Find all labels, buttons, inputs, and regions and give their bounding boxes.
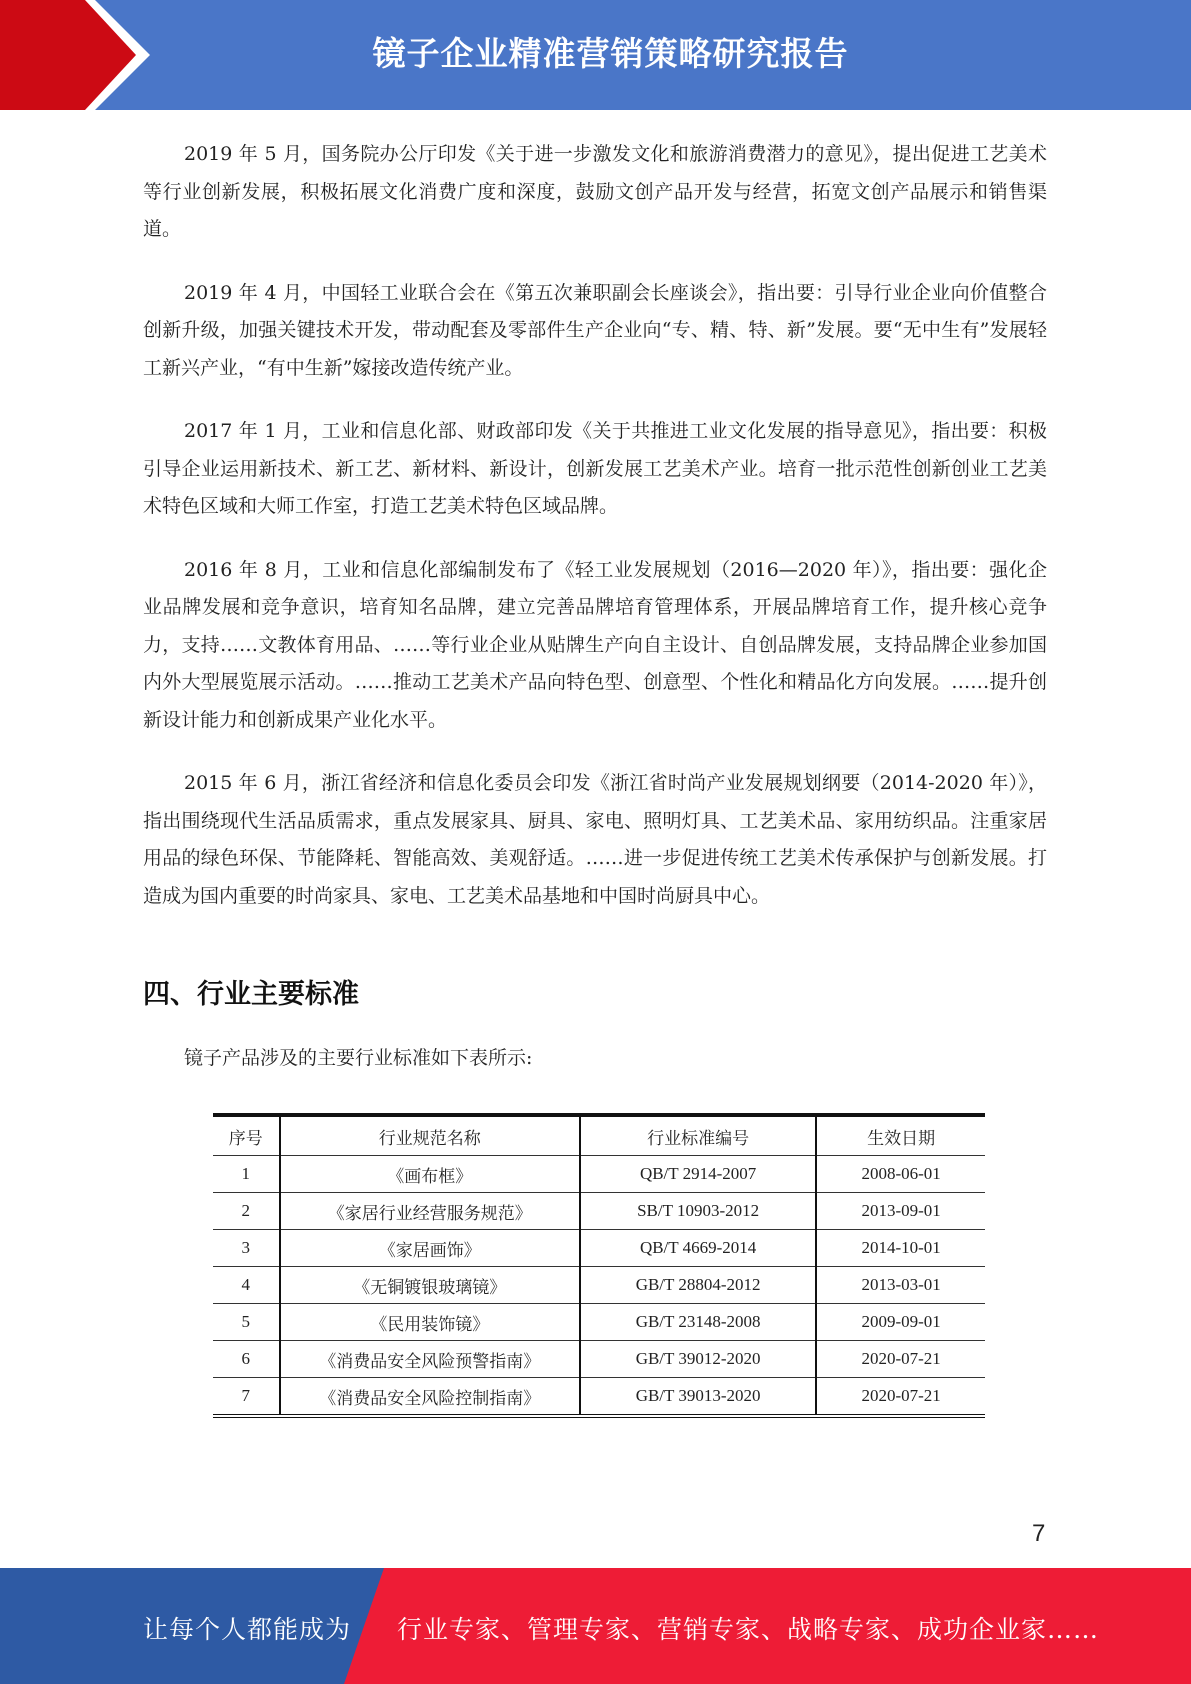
paragraph: 2019 年 4 月，中国轻工业联合会在《第五次兼职副会长座谈会》，指出要：引导行业企业向价值整合创新升级，加强关键技术开发，带动配套及零部件生产企业向“专、精、特、新”发展。要“无中生有”发展轻工新兴产业，“有中生新”嫁接改造传统产业。 (143, 281, 1047, 379)
report-title: 镜子企业精准营销策略研究报告 (372, 34, 849, 73)
paragraph: 2017 年 1 月，工业和信息化部、财政部印发《关于共推进工业文化发展的指导意见》，指出要：积极引导企业运用新技术、新工艺、新材料、新设计，创新发展工艺美术产业。培育一批示范性创新创业工艺美术特色区域和大师工作室，打造工艺美术特色区域品牌。 (143, 420, 1047, 517)
cell-index: 6 (213, 1341, 280, 1378)
table-row (213, 1378, 985, 1417)
table-intro: 镜子产品涉及的主要行业标准如下表所示: (184, 1047, 533, 1069)
cell-standard-name: 《无铜镀银玻璃镜》 (280, 1267, 580, 1304)
cell-standard-name: 《画布框》 (280, 1156, 580, 1193)
cell-index: 7 (213, 1378, 280, 1417)
column-header: 生效日期 (816, 1115, 985, 1156)
paragraph: 2019 年 5 月，国务院办公厅印发《关于进一步激发文化和旅游消费潜力的意见》，提出促进工艺美术等行业创新发展，积极拓展文化消费广度和深度，鼓励文创产品开发与经营，拓宽文创产品展示和销售渠道。 (143, 143, 1047, 240)
cell-standard-code: QB/T 4669-2014 (580, 1230, 816, 1267)
section-heading: 四、行业主要标准 (143, 979, 359, 1010)
cell-standard-code: QB/T 2914-2007 (580, 1156, 816, 1193)
cell-standard-name: 《家居画饰》 (280, 1230, 580, 1267)
cell-standard-code: GB/T 23148-2008 (580, 1304, 816, 1341)
column-header: 行业规范名称 (280, 1115, 580, 1156)
cell-standard-code: GB/T 28804-2012 (580, 1267, 816, 1304)
column-header: 序号 (213, 1115, 280, 1156)
footer-slogan-left: 让每个人都能成为 (143, 1615, 352, 1644)
cell-effective-date: 2014-10-01 (816, 1230, 985, 1267)
footer-slogan-right: 行业专家、管理专家、营销专家、战略专家、成功企业家…… (397, 1615, 1100, 1644)
cell-standard-name: 《家居行业经营服务规范》 (280, 1193, 580, 1230)
cell-effective-date: 2013-09-01 (816, 1193, 985, 1230)
cell-standard-name: 《消费品安全风险预警指南》 (280, 1341, 580, 1378)
table-row (213, 1304, 985, 1341)
cell-effective-date: 2008-06-01 (816, 1156, 985, 1193)
cell-effective-date: 2020-07-21 (816, 1378, 985, 1417)
cell-index: 3 (213, 1230, 280, 1267)
page-header (0, 0, 1191, 110)
cell-effective-date: 2020-07-21 (816, 1341, 985, 1378)
cell-index: 2 (213, 1193, 280, 1230)
cell-standard-code: GB/T 39012-2020 (580, 1341, 816, 1378)
table-header-row (213, 1115, 985, 1156)
cell-standard-name: 《消费品安全风险控制指南》 (280, 1378, 580, 1417)
cell-index: 5 (213, 1304, 280, 1341)
page-number: 7 (1032, 1520, 1046, 1547)
cell-effective-date: 2009-09-01 (816, 1304, 985, 1341)
standards-table (213, 1113, 985, 1418)
policy-paragraphs (143, 136, 1047, 941)
cell-standard-code: SB/T 10903-2012 (580, 1193, 816, 1230)
column-header: 行业标准编号 (580, 1115, 816, 1156)
table-row (213, 1156, 985, 1193)
cell-effective-date: 2013-03-01 (816, 1267, 985, 1304)
cell-standard-name: 《民用装饰镜》 (280, 1304, 580, 1341)
table-row (213, 1193, 985, 1230)
table-row (213, 1341, 985, 1378)
table-row (213, 1230, 985, 1267)
cell-index: 1 (213, 1156, 280, 1193)
cell-index: 4 (213, 1267, 280, 1304)
table-row (213, 1267, 985, 1304)
cell-standard-code: GB/T 39013-2020 (580, 1378, 816, 1417)
page-footer (0, 1568, 1191, 1684)
paragraph: 2016 年 8 月，工业和信息化部编制发布了《轻工业发展规划（2016—2020 年）》，指出要：强化企业品牌发展和竞争意识，培育知名品牌，建立完善品牌培育管理体系，开展品牌培育工作，提升核心竞争力，支持……文教体育用品、……等行业企业从贴牌生产向自主设计、自创品牌发展，支持品牌企业参加国内外大型展览展示活动。……推动工艺美术产品向特色型、创意型、个性化和精品化方向发展。……提升创新设计能力和创新成果产业化水平。 (143, 558, 1047, 731)
paragraph: 2015 年 6 月，浙江省经济和信息化委员会印发《浙江省时尚产业发展规划纲要（2014-2020 年）》，指出围绕现代生活品质需求，重点发展家具、厨具、家电、照明灯具、工艺美术品、家用纺织品。注重家居用品的绿色环保、节能降耗、智能高效、美观舒适。……进一步促进传统工艺美术传承保护与创新发展。打造成为国内重要的时尚家具、家电、工艺美术品基地和中国时尚厨具中心。 (143, 772, 1047, 907)
